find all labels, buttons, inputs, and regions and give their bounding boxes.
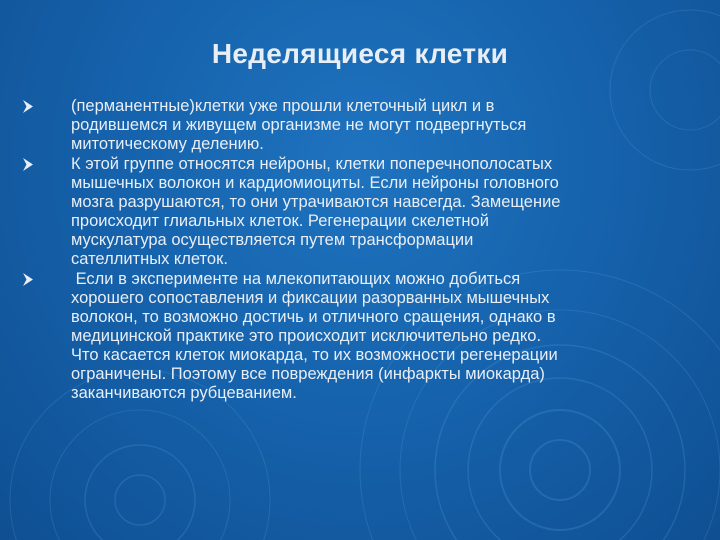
bullet-line: (перманентные)клетки уже прошли клеточный цикл и в (71, 97, 495, 115)
bullet-line: Что касается клеток миокарда, то их возможности регенерации (71, 346, 558, 364)
bullet-line: митотическому делению. (71, 135, 264, 153)
bullet-item (22, 97, 682, 154)
arrowhead-bullet-icon (22, 273, 34, 286)
slide-title: Неделящиеся клетки (211, 38, 509, 69)
bullet-line: волокон, то возможно достичь и отличного сращения, однако в (71, 308, 556, 326)
bullet-text (71, 155, 682, 269)
bullet-line: мышечных волокон и кардиомиоциты. Если нейроны головного (71, 174, 559, 192)
bullet-text (71, 270, 682, 403)
bullet-line: родившемся и живущем организме не могут подвергнуться (71, 116, 527, 134)
bullet-line: хорошего сопоставления и фиксации разорванных мышечных (71, 289, 550, 307)
bullet-item (22, 155, 682, 269)
arrowhead-bullet-icon (22, 100, 34, 113)
bullet-line: медицинской практике это происходит исключительно редко. (71, 327, 542, 345)
bullet-line: Если в эксперименте на млекопитающих можно добиться (71, 270, 521, 288)
bullet-line: происходит глиальных клеток. Регенерации скелетной (71, 212, 489, 230)
bullet-line: сателлитных клеток. (71, 250, 228, 268)
bullet-line: мускулатура осуществляется путем трансформации (71, 231, 474, 249)
bullet-line: мозга разрушаются, то они утрачиваются навсегда. Замещение (71, 193, 561, 211)
bullet-line: К этой группе относятся нейроны, клетки поперечнополосатых (71, 155, 553, 173)
bullet-line: ограничены. Поэтому все повреждения (инфаркты миокарда) (71, 365, 545, 383)
arrowhead-bullet-icon (22, 158, 34, 171)
bullet-text (71, 97, 682, 154)
bullet-list (22, 97, 682, 404)
bullet-item (22, 270, 682, 403)
bullet-line: заканчиваются рубцеванием. (71, 384, 297, 402)
